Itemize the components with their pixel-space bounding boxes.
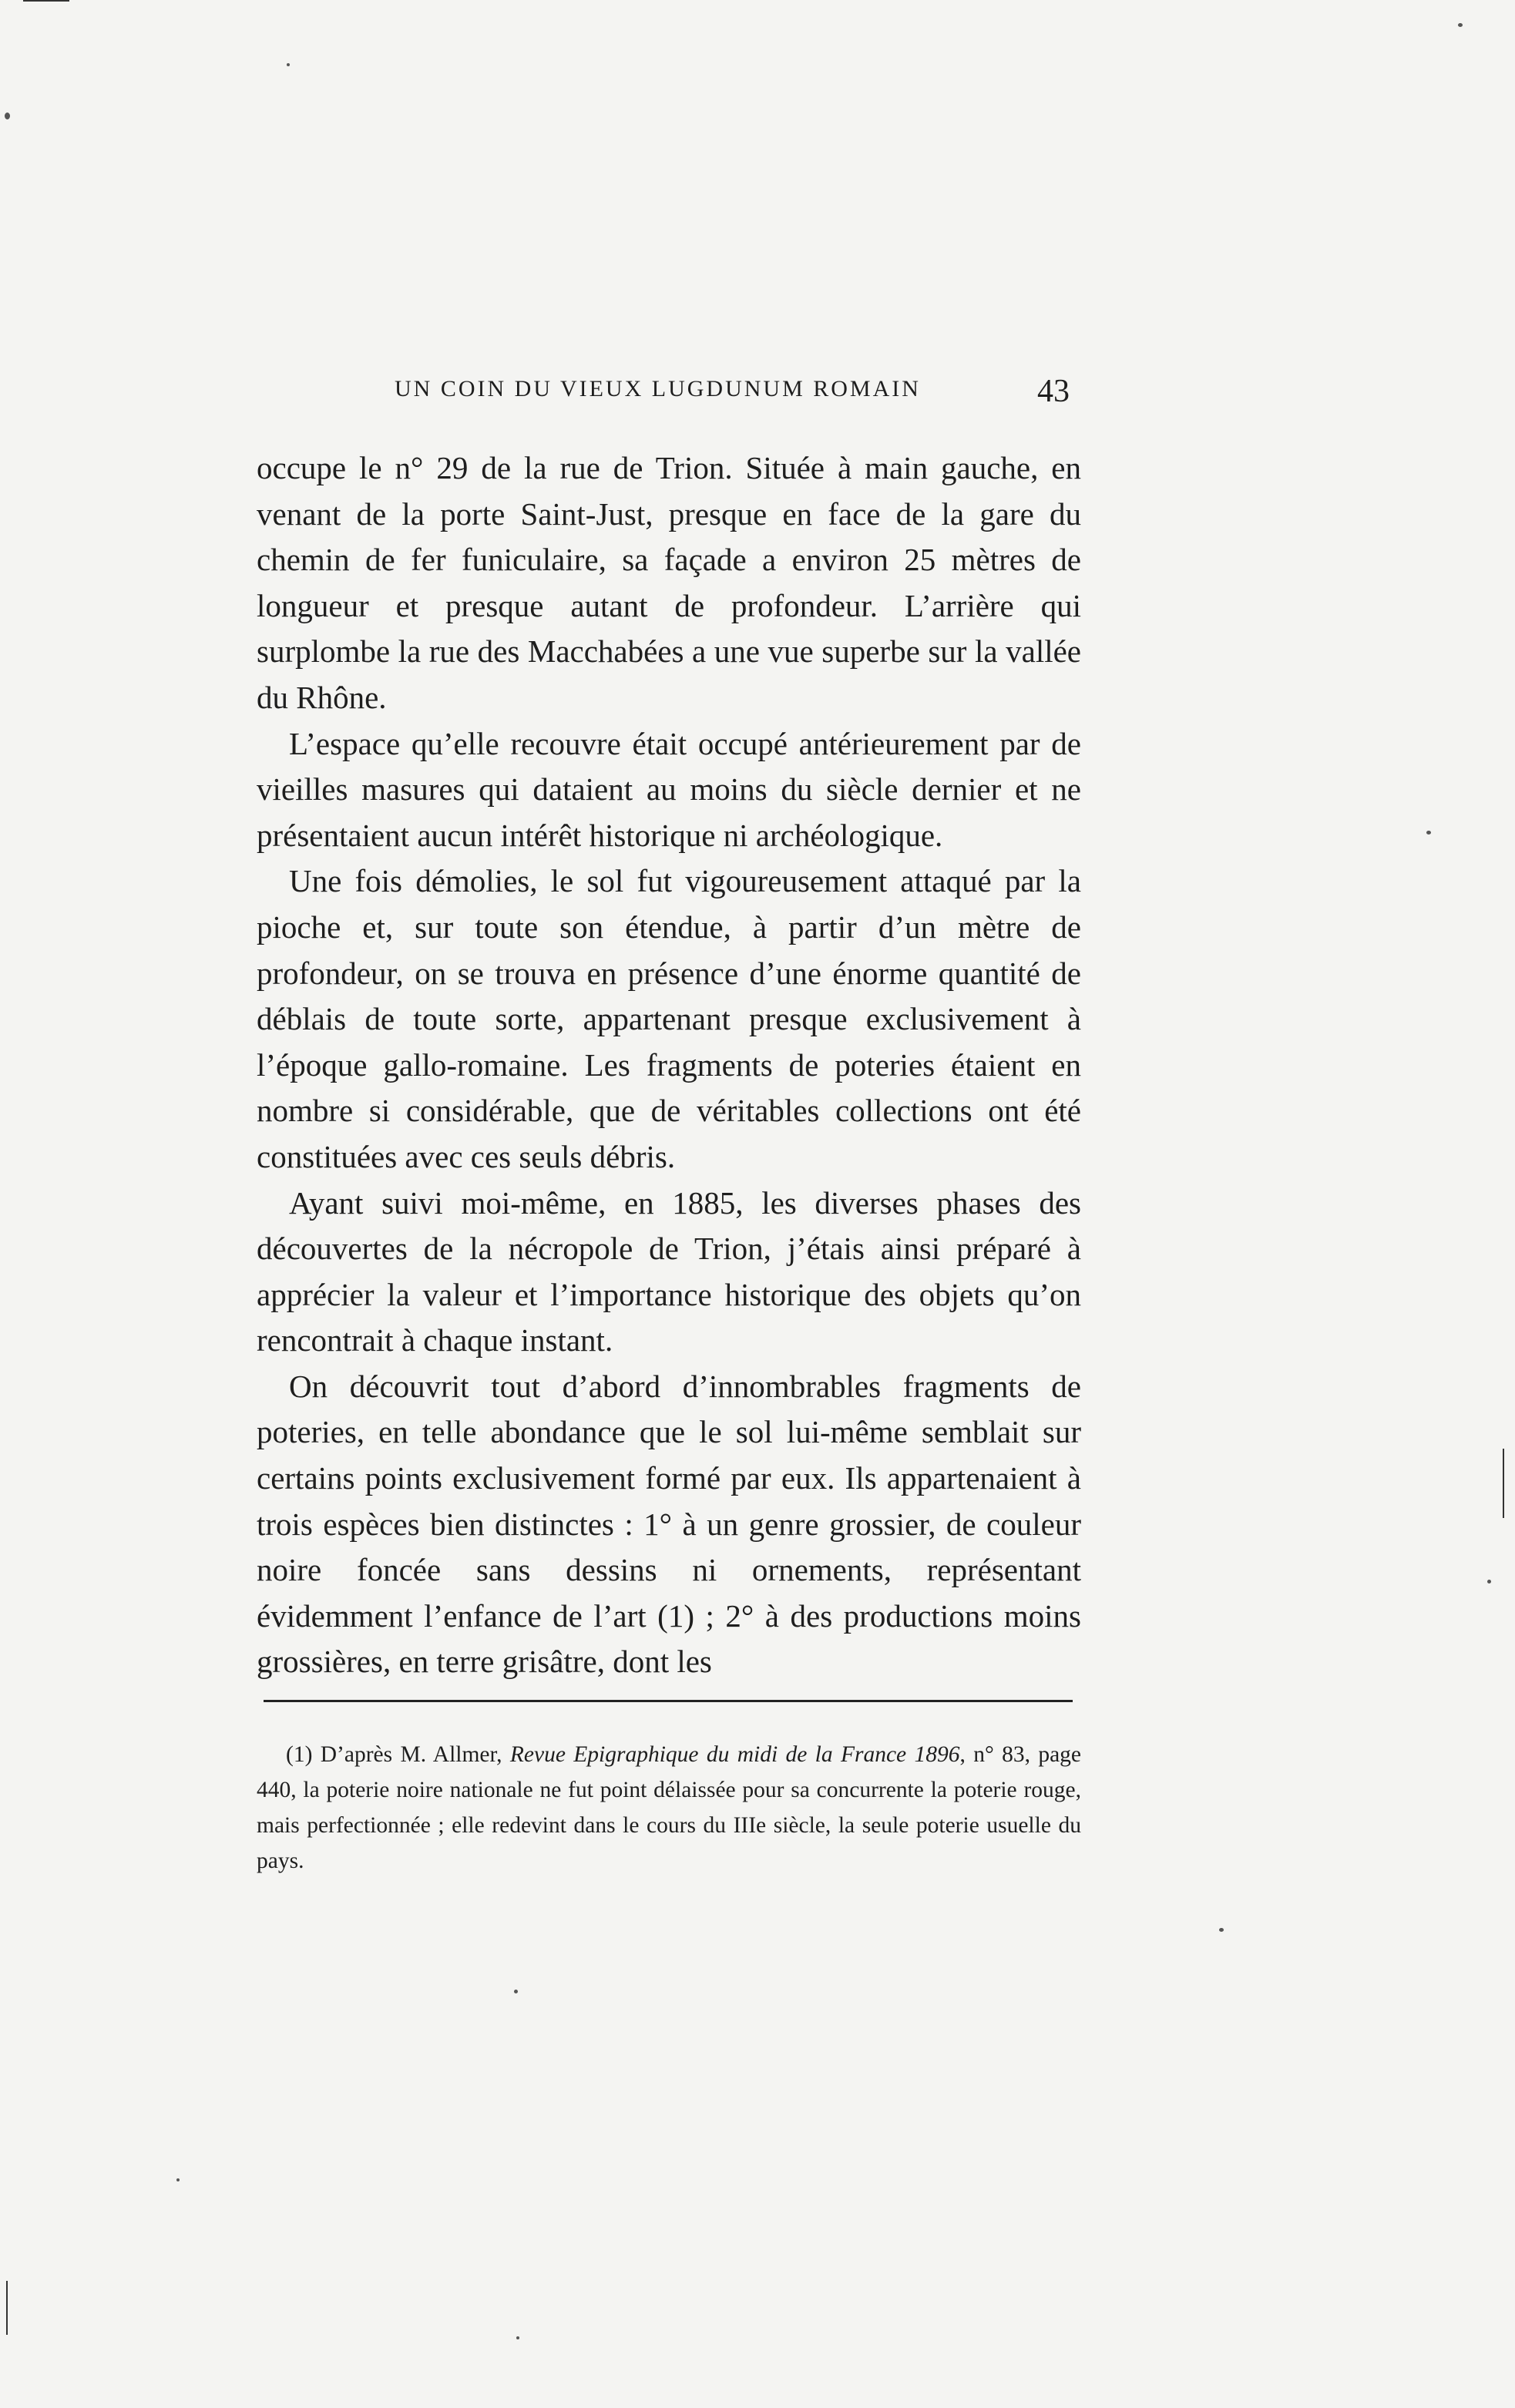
scan-edge-line [1503, 1449, 1504, 1518]
scan-speck [287, 63, 290, 66]
scan-speck [1426, 831, 1431, 835]
footnote-lead: D’après M. Allmer, [320, 1742, 502, 1767]
scan-edge-line [23, 0, 69, 2]
scan-speck [1458, 23, 1463, 27]
paragraph-2: L’espace qu’elle recouvre était occupé antérieurement par de vieilles masures qui dataient au moins du siècle dernier et ne présentaient aucun intérêt historique ni archéologique. [257, 725, 1081, 853]
footnote [257, 1737, 1081, 1879]
scan-speck [176, 2178, 180, 2181]
scan-speck [1219, 1928, 1224, 1932]
footnote-source-title: Revue Epigraphique du midi de la France 1896 [509, 1742, 960, 1767]
paragraph-1: occupe le n° 29 de la rue de Trion. Située à main gauche, en venant de la porte Saint-Just, presque en face de la gare du chemin de fer funiculaire, sa façade a environ 25 mètres de longueur et presque autant de profondeur. L’arrière qui surplombe la rue des Macchabées a une vue superbe sur la vallée du Rhône. [257, 450, 1081, 715]
scan-speck [5, 113, 10, 119]
footnote-text: , n° 83, page 440, la poterie noire nationale ne fut point délaissée pour sa concurrente la poterie rouge, mais perfectionnée ; elle redevint dans le cours du IIIe siècle, la seule poterie usuelle du pays. [257, 1742, 1082, 1873]
paragraph-3: Une fois démolies, le sol fut vigoureusement attaqué par la pioche et, sur toute son étendue, à partir d’un mètre de profondeur, on se trouva en présence d’une énorme quantité de déblais de toute sorte, appartenant presque exclusivement à l’époque gallo-romaine. Les fragments de poteries étaient en nombre si considérable, que de véritables collections ont été constituées avec ces seuls débris. [257, 863, 1081, 1174]
running-title: UN COIN DU VIEUX LUGDUNUM ROMAIN [395, 376, 921, 401]
scan-speck [516, 2336, 519, 2339]
footnote-separator [264, 1700, 1073, 1702]
scan-edge-line [6, 2281, 8, 2335]
footnote-marker: (1) [286, 1742, 313, 1767]
main-text [257, 445, 1081, 1685]
scan-speck [1487, 1580, 1491, 1584]
scan-speck [514, 1990, 518, 1993]
paragraph-5: On découvrit tout d’abord d’innombrables fragments de poteries, en telle abondance que le sol lui-même semblait sur certains points exclusivement formé par eux. Ils appartenaient à trois espèces bien distinctes : 1° à un genre grossier, de couleur noire foncée sans dessins ni ornements, représentant évidemment l’enfance de l’art (1) ; 2° à des productions moins grossières, en terre grisâtre, dont les [257, 1368, 1081, 1680]
page-number: 43 [1037, 374, 1070, 409]
paragraph-4: Ayant suivi moi-même, en 1885, les diverses phases des découvertes de la nécropole de Trion, j’étais ainsi préparé à apprécier la valeur et l’importance historique des objets qu’on rencontrait à chaque instant. [257, 1184, 1081, 1358]
